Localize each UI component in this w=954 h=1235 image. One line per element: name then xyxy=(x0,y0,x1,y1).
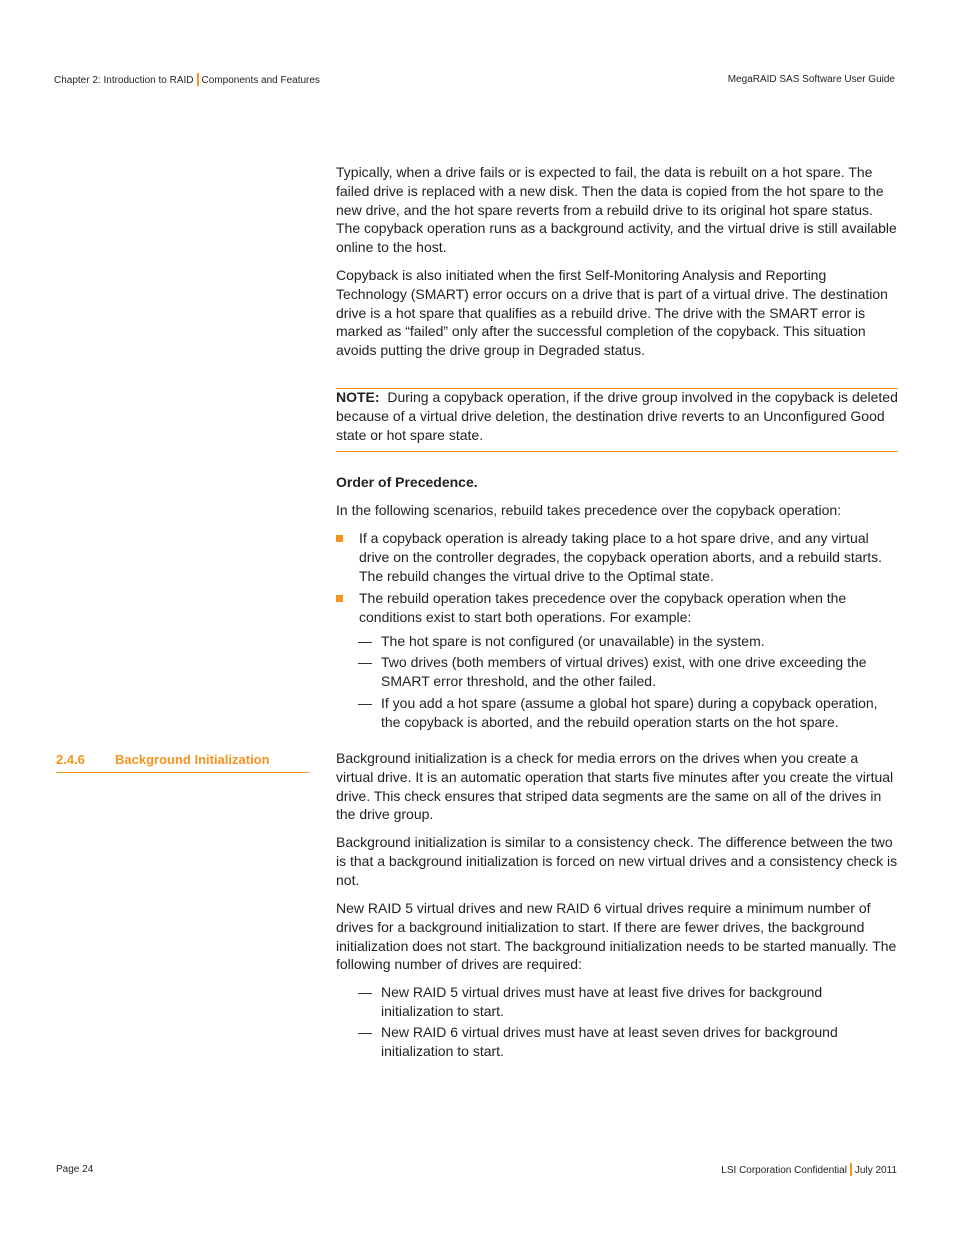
list-item: If a copyback operation is already taking place to a hot spare drive, and any virtual drive on the controller degrades, the copyback operation aborts, and a rebuild starts. The rebuild changes the virtual drive to the Optimal state. xyxy=(336,529,898,585)
header-divider xyxy=(197,73,199,86)
body-paragraph: Background initialization is similar to a consistency check. The difference between the two is that a background initialization is forced on new virtual drives and a consistency check is not. xyxy=(336,834,898,888)
bullet-square-icon xyxy=(336,535,343,542)
note-rule-bottom xyxy=(336,451,898,452)
section-rule xyxy=(56,772,309,773)
body-paragraph: Background initialization is a check for media errors on the drives when you create a virtual drive. It is an automatic operation that starts five minutes after you create the virtual drive. This check ensures that striped data segments are the same on all of the drives in the drive group. xyxy=(336,750,894,823)
footer-confidential: LSI Corporation Confidential xyxy=(721,1165,847,1176)
header-section: Components and Features xyxy=(201,75,320,86)
subheading: Order of Precedence. xyxy=(336,474,478,490)
header-chapter: Chapter 2: Introduction to RAID xyxy=(54,75,194,86)
note xyxy=(336,388,898,444)
body-paragraph: Copyback is also initiated when the first Self-Monitoring Analysis and Reporting Technology (SMART) error occurs on a drive that is part of a virtual drive. The destination drive is a hot spare that qualifies as a rebuild drive. The drive with the SMART error is marked as “failed” only after the successful completion of the copyback. This situation avoids putting the drive group in Degraded status. xyxy=(336,267,888,359)
header-guide-title: MegaRAID SAS Software User Guide xyxy=(727,74,895,85)
body-paragraph: New RAID 5 virtual drives and new RAID 6 virtual drives require a minimum number of drives for a background initialization to start. If there are fewer drives, the background initialization does not start. The background initialization needs to be started manually. The following number of drives are required: xyxy=(336,900,897,973)
sub-list-item: — New RAID 5 virtual drives must have at least five drives for background initialization to start. xyxy=(358,984,823,1019)
dash-icon: — xyxy=(358,633,372,649)
running-footer-right xyxy=(721,1163,897,1177)
page-number: Page 24 xyxy=(56,1164,94,1175)
body-paragraph: In the following scenarios, rebuild takes precedence over the copyback operation: xyxy=(336,502,842,518)
list-item: The rebuild operation takes precedence over the copyback operation when the conditions exist to start both operations. For example: xyxy=(336,589,898,627)
footer-date: July 2011 xyxy=(854,1165,897,1176)
sub-list-item: — The hot spare is not configured (or unavailable) in the system. xyxy=(358,633,765,649)
bullet-square-icon xyxy=(336,595,343,602)
dash-icon: — xyxy=(358,984,372,1000)
sub-list-item: — If you add a hot spare (assume a global hot spare) during a copyback operation, the copyback is aborted, and the rebuild operation starts on the hot spare. xyxy=(358,695,878,730)
dash-icon: — xyxy=(358,1024,372,1040)
sub-list-item: — New RAID 6 virtual drives must have at least seven drives for background initialization to start. xyxy=(358,1024,838,1059)
sub-list-item: — Two drives (both members of virtual drives) exist, with one drive exceeding the SMART error threshold, and the other failed. xyxy=(358,654,867,689)
note-text: During a copyback operation, if the drive group involved in the copyback is deleted because of a virtual drive deletion, the destination drive reverts to an Unconfigured Good state or hot spare state. xyxy=(336,389,898,443)
section-number: 2.4.6 xyxy=(56,752,85,767)
dash-icon: — xyxy=(358,695,372,711)
footer-divider xyxy=(850,1163,852,1176)
section-title: Background Initialization xyxy=(115,752,270,767)
note-label: NOTE: xyxy=(336,389,380,405)
dash-icon: — xyxy=(358,654,372,670)
running-header-left xyxy=(54,73,320,87)
body-paragraph: Typically, when a drive fails or is expected to fail, the data is rebuilt on a hot spare. The failed drive is replaced with a new disk. Then the data is copied from the hot spare to the new drive, and the hot spare reverts from a rebuild drive to its original hot spare status. The copyback operation runs as a background activity, and the virtual drive is still available online to the host. xyxy=(336,164,897,256)
